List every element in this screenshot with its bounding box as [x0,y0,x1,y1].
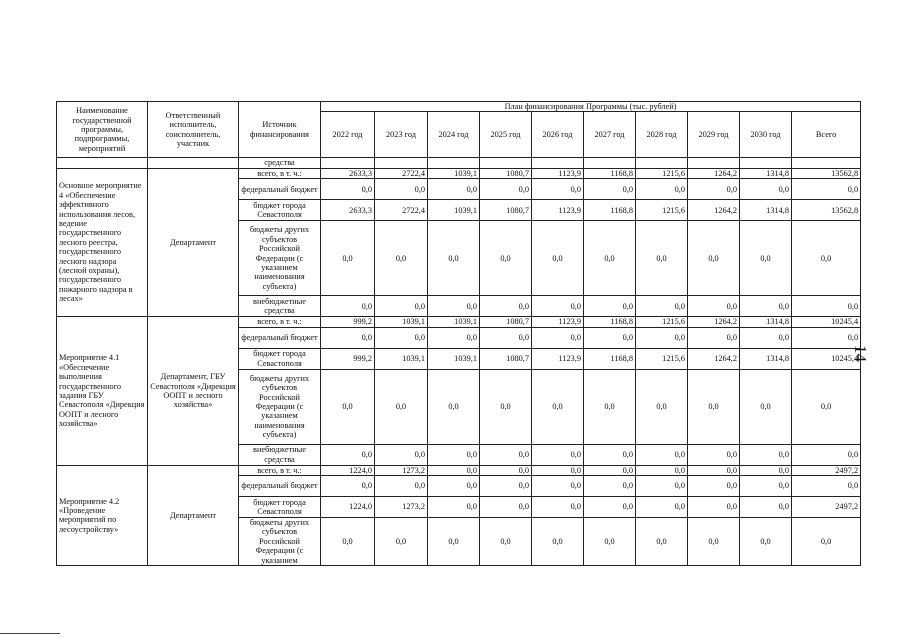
value-cell: 0,0 [428,296,480,317]
value-cell: 0,0 [321,476,375,497]
value-cell: 1123,9 [532,168,584,178]
value-cell: 0,0 [688,518,740,566]
value-cell: 1215,6 [636,168,688,178]
source-cell: федеральный бюджет [239,476,321,497]
header-year: 2025 год [480,112,532,158]
value-cell: 0,0 [428,476,480,497]
total-cell: 0,0 [792,369,861,444]
value-cell: 0,0 [740,518,792,566]
value-cell: 0,0 [321,179,375,200]
total-cell: 0,0 [792,296,861,317]
table-row [57,168,861,178]
header-name: Наименование государственной программы, подпрограммы, мероприятий [57,102,148,158]
value-cell: 0,0 [584,497,636,518]
value-cell: 1168,8 [584,200,636,221]
value-cell: 0,0 [532,476,584,497]
value-cell: 0,0 [428,369,480,444]
value-cell: 0,0 [688,497,740,518]
value-cell: 1264,2 [688,317,740,327]
value-cell: 0,0 [688,327,740,348]
header-year: 2022 год [321,112,375,158]
scan-mark [0,633,60,634]
value-cell: 0,0 [740,179,792,200]
page-number: 14 [851,345,870,362]
value-cell: 0,0 [321,296,375,317]
value-cell: 0,0 [636,518,688,566]
value-cell: 0,0 [740,296,792,317]
value-cell: 0,0 [480,327,532,348]
value-cell: 0,0 [636,444,688,465]
header-year: 2028 год [636,112,688,158]
value-cell: 0,0 [636,296,688,317]
measure-name: Мероприятие 4.1 «Обеспечение выполнения государственного задания ГБУ Севастополя «Дирекция ООПТ и лесного хозяйства» [57,317,148,465]
value-cell: 1224,0 [321,465,375,475]
value-cell: 0,0 [740,444,792,465]
value-cell: 0,0 [532,179,584,200]
value-cell: 0,0 [636,465,688,475]
value-cell: 0,0 [584,296,636,317]
executor-cell: Департамент [148,168,239,316]
value-cell: 0,0 [375,444,428,465]
total-cell: 2497,2 [792,497,861,518]
value-cell: 1224,0 [321,497,375,518]
value-cell: 1314,8 [740,168,792,178]
value-cell: 1215,6 [636,317,688,327]
value-cell: 2722,4 [375,168,428,178]
value-cell: 0,0 [688,444,740,465]
source-cell: бюджет города Севастополя [239,200,321,221]
value-cell: 1039,1 [375,348,428,369]
value-cell: 0,0 [688,476,740,497]
table-row [57,317,861,327]
value-cell: 0,0 [532,369,584,444]
source-cell: бюджеты других субъектов Российской Федерации (с указанием наименования субъекта) [239,369,321,444]
value-cell: 1123,9 [532,317,584,327]
header-year: 2030 год [740,112,792,158]
value-cell: 0,0 [428,465,480,475]
measure-name: Основное мероприятие 4 «Обеспечение эффективного использования лесов, ведение государственного лесного реестра, государственного лесного надзора (лесной охраны), государственного пожарного надзора в лесах» [57,168,148,316]
source-cell: внебюджетные средства [239,296,321,317]
value-cell: 1168,8 [584,348,636,369]
value-cell: 999,2 [321,348,375,369]
source-cell: федеральный бюджет [239,327,321,348]
value-cell: 0,0 [532,465,584,475]
value-cell: 0,0 [532,497,584,518]
value-cell: 0,0 [480,369,532,444]
value-cell: 0,0 [428,518,480,566]
source-cell: бюджет города Севастополя [239,497,321,518]
value-cell: 0,0 [636,221,688,296]
total-cell: 0,0 [792,327,861,348]
value-cell: 1168,8 [584,317,636,327]
value-cell: 0,0 [480,497,532,518]
executor-cell: Департамент [148,465,239,565]
total-cell: 13562,8 [792,200,861,221]
total-cell: 0,0 [792,444,861,465]
value-cell: 0,0 [428,221,480,296]
total-cell: 10245,4 [792,317,861,327]
value-cell: 1039,1 [428,317,480,327]
value-cell: 0,0 [375,476,428,497]
value-cell: 999,2 [321,317,375,327]
value-cell: 0,0 [688,369,740,444]
value-cell: 0,0 [636,476,688,497]
value-cell: 1215,6 [636,348,688,369]
value-cell: 0,0 [428,327,480,348]
value-cell: 1314,8 [740,317,792,327]
value-cell: 0,0 [584,476,636,497]
value-cell: 0,0 [688,296,740,317]
value-cell: 0,0 [375,179,428,200]
value-cell: 0,0 [428,444,480,465]
value-cell: 2722,4 [375,200,428,221]
value-cell: 1080,7 [480,317,532,327]
header-year: 2024 год [428,112,480,158]
header-year: 2026 год [532,112,584,158]
value-cell: 0,0 [321,518,375,566]
value-cell: 0,0 [375,221,428,296]
value-cell: 1314,8 [740,348,792,369]
value-cell: 0,0 [532,296,584,317]
value-cell: 0,0 [532,444,584,465]
value-cell: 1039,1 [428,168,480,178]
value-cell: 0,0 [584,369,636,444]
header-total: Всего [792,112,861,158]
value-cell: 1039,1 [375,317,428,327]
source-cell: бюджеты других субъектов Российской Федерации (с указанием [239,518,321,566]
value-cell: 0,0 [584,444,636,465]
header-year: 2027 год [584,112,636,158]
value-cell: 1080,7 [480,348,532,369]
table-row [57,465,861,475]
value-cell: 0,0 [375,327,428,348]
value-cell: 2633,3 [321,168,375,178]
value-cell: 0,0 [688,179,740,200]
value-cell: 0,0 [688,221,740,296]
value-cell: 0,0 [428,497,480,518]
value-cell: 1080,7 [480,168,532,178]
value-cell: 0,0 [584,221,636,296]
financing-table [56,101,861,566]
value-cell: 1314,8 [740,200,792,221]
value-cell: 0,0 [584,327,636,348]
value-cell: 1264,2 [688,168,740,178]
value-cell: 0,0 [321,369,375,444]
measure-name: Мероприятие 4.2 «Проведение мероприятий по лесоустройству» [57,465,148,565]
source-cell: всего, в т. ч.: [239,168,321,178]
value-cell: 0,0 [584,518,636,566]
value-cell: 0,0 [321,221,375,296]
header-year: 2023 год [375,112,428,158]
value-cell: 0,0 [740,465,792,475]
total-cell: 0,0 [792,179,861,200]
value-cell: 0,0 [740,476,792,497]
value-cell: 2633,3 [321,200,375,221]
header-executor: Ответственный исполнитель, соисполнитель, участник [148,102,239,158]
total-cell: 0,0 [792,221,861,296]
empty-cell [57,158,148,168]
total-cell: 10245,4 [792,348,861,369]
value-cell: 1123,9 [532,200,584,221]
value-cell: 0,0 [636,327,688,348]
source-cell: внебюджетные средства [239,444,321,465]
value-cell: 0,0 [480,465,532,475]
value-cell: 0,0 [428,179,480,200]
value-cell: 1039,1 [428,348,480,369]
value-cell: 1273,2 [375,497,428,518]
value-cell: 0,0 [375,518,428,566]
value-cell: 0,0 [480,444,532,465]
header-year: 2029 год [688,112,740,158]
value-cell: 0,0 [375,369,428,444]
total-cell: 13562,8 [792,168,861,178]
value-cell: 0,0 [480,296,532,317]
source-cell: всего, в т. ч.: [239,465,321,475]
value-cell: 1123,9 [532,348,584,369]
value-cell: 1264,2 [688,348,740,369]
value-cell: 1080,7 [480,200,532,221]
continuation-source: средства [239,158,321,168]
source-cell: бюджеты других субъектов Российской Федерации (с указанием наименования субъекта) [239,221,321,296]
value-cell: 0,0 [636,369,688,444]
value-cell: 0,0 [480,179,532,200]
total-cell: 0,0 [792,518,861,566]
value-cell: 0,0 [321,327,375,348]
source-cell: всего, в т. ч.: [239,317,321,327]
value-cell: 0,0 [321,444,375,465]
header-plan-title: План финансирования Программы (тыс. рублей) [321,102,861,112]
value-cell: 0,0 [584,179,636,200]
value-cell: 0,0 [480,476,532,497]
value-cell: 1215,6 [636,200,688,221]
total-cell: 2497,2 [792,465,861,475]
value-cell: 0,0 [740,369,792,444]
value-cell: 0,0 [532,518,584,566]
value-cell: 1273,2 [375,465,428,475]
value-cell: 0,0 [375,296,428,317]
value-cell: 0,0 [688,465,740,475]
value-cell: 0,0 [740,221,792,296]
value-cell: 0,0 [480,518,532,566]
empty-cell [148,158,239,168]
total-cell: 0,0 [792,476,861,497]
header-source: Источник финансирования [239,102,321,158]
value-cell: 1168,8 [584,168,636,178]
value-cell: 0,0 [740,497,792,518]
value-cell: 0,0 [636,497,688,518]
value-cell: 0,0 [584,465,636,475]
executor-cell: Департамент, ГБУ Севастополя «Дирекция ООПТ и лесного хозяйства» [148,317,239,465]
source-cell: бюджет города Севастополя [239,348,321,369]
source-cell: федеральный бюджет [239,179,321,200]
value-cell: 0,0 [740,327,792,348]
value-cell: 0,0 [480,221,532,296]
value-cell: 0,0 [636,179,688,200]
value-cell: 0,0 [532,221,584,296]
value-cell: 0,0 [532,327,584,348]
value-cell: 1039,1 [428,200,480,221]
value-cell: 1264,2 [688,200,740,221]
